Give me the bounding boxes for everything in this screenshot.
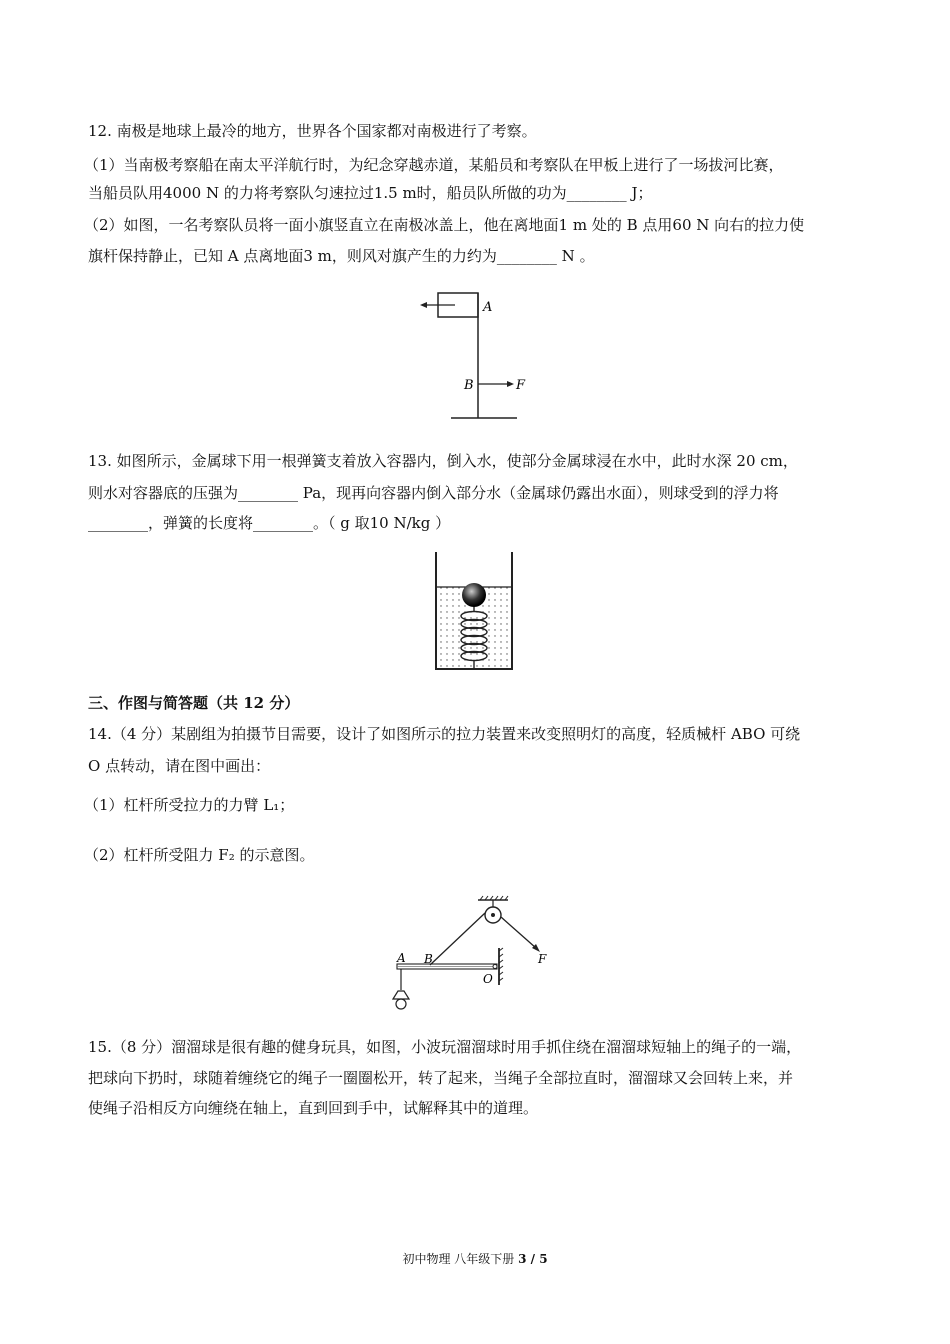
lamp-bulb	[396, 999, 406, 1009]
label-b: B	[424, 952, 433, 966]
q14-item1: （1）杠杆所受拉力的力臂 L₁；	[84, 796, 295, 814]
label-f: F	[516, 378, 526, 393]
lamp-shade	[393, 991, 409, 999]
q14-line1: 14.（4 分）某剧组为拍摄节目需要，设计了如图所示的拉力装置来改变照明灯的高度，轻质械杆 ABO 可绕	[88, 725, 801, 743]
pivot-o	[493, 965, 497, 969]
footer-text: 初中物理 八年级下册	[402, 1252, 515, 1266]
q15-line1: 15.（8 分）溜溜球是很有趣的健身玩具，如图，小波玩溜溜球时用手抓住绕在溜溜球短轴上的绳子的一端，	[88, 1038, 802, 1056]
rope-right	[501, 917, 536, 948]
q13-line3: ________，弹簧的长度将________。（ g 取10 N/kg ）	[88, 514, 451, 532]
q12-part1-line2: 当船员队用4000 N 的力将考察队匀速拉过1.5 m时，船员队所做的功为________ J；	[88, 184, 653, 202]
q12-part1-line1: （1）当南极考察船在南太平洋航行时，为纪念穿越赤道，某船员和考察队在甲板上进行了一场拔河比赛，	[84, 156, 784, 174]
q13-line1: 13. 如图所示，金属球下用一根弹簧支着放入容器内，倒入水，使部分金属球浸在水中，此时水深 20 cm，	[88, 452, 798, 470]
section3-heading: 三、作图与简答题（共 12 分）	[88, 694, 300, 712]
q12-part2-line2: 旗杆保持静止，已知 A 点离地面3 m，则风对旗产生的力约为________ N 。	[88, 247, 595, 265]
q12-stem: 12. 南极是地球上最冷的地方，世界各个国家都对南极进行了考察。	[88, 122, 537, 140]
q15-line2: 把球向下扔时，球随着缠绕它的绳子一圈圈松开，转了起来，当绳子全部拉直时，溜溜球又会回转上来，并	[88, 1069, 794, 1087]
page-footer	[0, 1250, 950, 1267]
rope-left	[430, 913, 485, 965]
label-b: B	[464, 378, 474, 393]
q13-line2: 则水对容器底的压强为________ Pa，现再向容器内倒入部分水（金属球仍露出水面），则球受到的浮力将	[88, 484, 779, 502]
q15-line3: 使绳子沿相反方向缠绕在轴上，直到回到手中，试解释其中的道理。	[88, 1099, 539, 1117]
lever-figure	[385, 893, 560, 1023]
flagpole-figure	[415, 288, 545, 423]
label-f: F	[538, 952, 547, 966]
page-number: 3 / 5	[518, 1252, 548, 1266]
label-a: A	[483, 300, 493, 315]
q12-part2-line1: （2）如图，一名考察队员将一面小旗竖直立在南极冰盖上，他在离地面1 m 处的 B 点用60 N 向右的拉力使	[84, 216, 805, 234]
q14-line2: O 点转动，请在图中画出：	[88, 757, 271, 775]
metal-ball	[462, 583, 486, 607]
label-a: A	[397, 951, 406, 965]
container-figure	[433, 550, 515, 672]
label-o: O	[483, 972, 493, 986]
q14-item2: （2）杠杆所受阻力 F₂ 的示意图。	[84, 846, 315, 864]
